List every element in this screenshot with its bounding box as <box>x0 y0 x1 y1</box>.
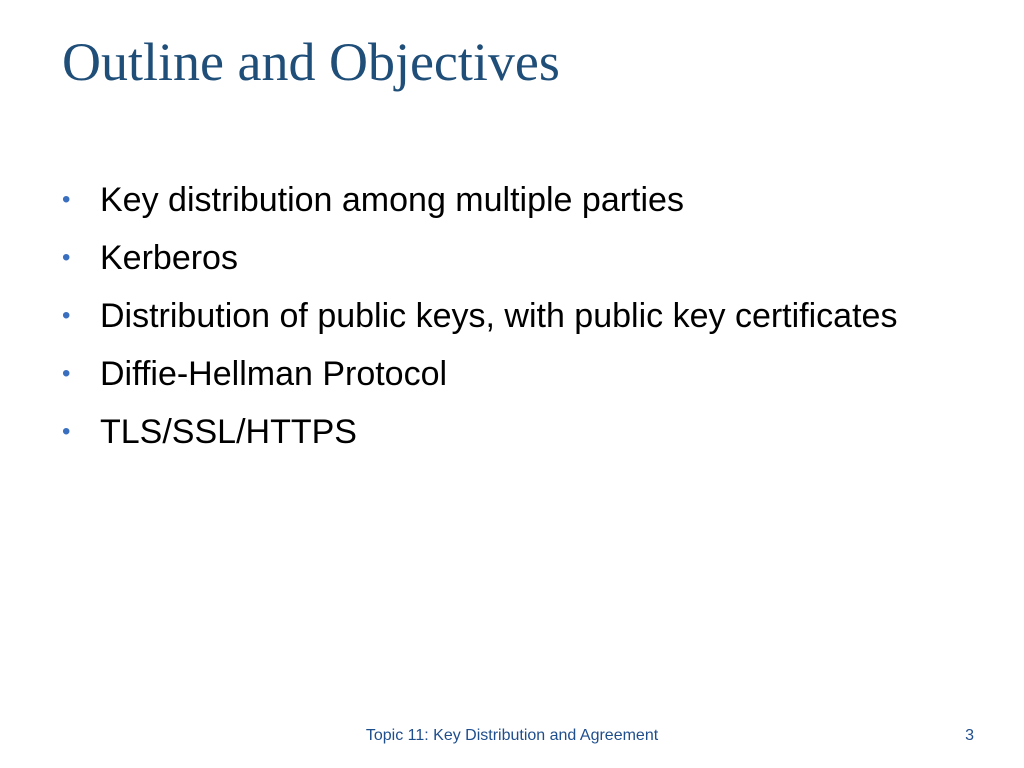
bullet-text: TLS/SSL/HTTPS <box>100 413 357 451</box>
bullet-icon: • <box>62 418 71 445</box>
bullet-text: Diffie-Hellman Protocol <box>100 355 448 393</box>
bullet-text: Key distribution among multiple parties <box>100 181 684 219</box>
bullet-icon: • <box>62 244 71 271</box>
bullet-list <box>62 177 942 467</box>
bullet-item <box>62 177 942 223</box>
bullet-item <box>62 293 942 339</box>
bullet-text: Distribution of public keys, with public key certificates <box>100 297 898 335</box>
bullet-icon: • <box>62 186 71 213</box>
footer-topic: Topic 11: Key Distribution and Agreement <box>365 727 659 744</box>
bullet-text: Kerberos <box>100 239 238 277</box>
bullet-icon: • <box>62 302 71 329</box>
bullet-item <box>62 235 942 281</box>
bullet-item <box>62 351 942 397</box>
slide-title: Outline and Objectives <box>62 32 560 92</box>
bullet-item <box>62 409 942 455</box>
page-number: 3 <box>965 727 974 744</box>
bullet-icon: • <box>62 360 71 387</box>
